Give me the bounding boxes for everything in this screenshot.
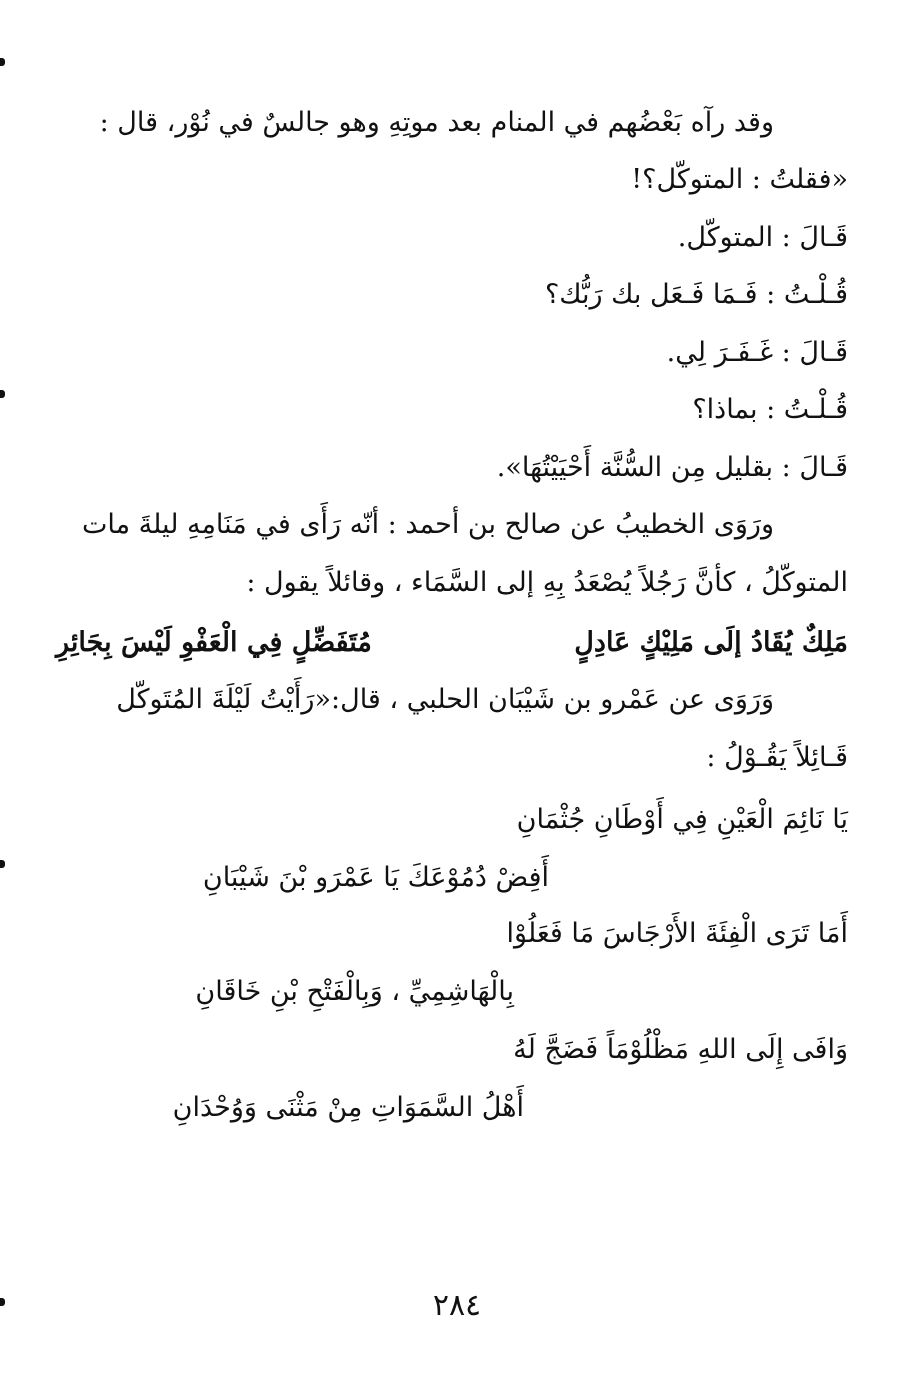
- paragraph-line: قَـائِلاً يَقُـوْلُ :: [706, 742, 848, 773]
- paragraph-line: قَـالَ : بقليل مِن السُّنَّة أَحْيَيْتُهَا».: [496, 452, 848, 483]
- paragraph-line: وَرَوَى عن عَمْرو بن شَيْبَان الحلبي ، قال:«رَأَيْتُ لَيْلَةَ المُتَوكّل: [116, 684, 774, 715]
- paragraph-line: قَـالَ : المتوكّل.: [677, 222, 848, 253]
- poem-line: أَهْلُ السَّمَوَاتِ مِنْ مَثْنَى وَوُحْدَانِ: [172, 1092, 524, 1123]
- page-number: ٢٨٤: [432, 1288, 482, 1323]
- poem-line: أَفِضْ دُمُوْعَكَ يَا عَمْرَو بْنَ شَيْبَانِ: [202, 862, 549, 893]
- paragraph-line: قُـلْـتُ : بماذا؟: [692, 394, 848, 425]
- scan-edge-mark: [0, 390, 5, 398]
- poem-line: وَافَى إِلَى اللهِ مَظْلُوْمَاً فَضَجَّ لَهُ: [513, 1034, 848, 1065]
- poem-line: أَمَا تَرَى الْفِئَةَ الأَرْجَاسَ مَا فَعَلُوْا: [506, 918, 848, 949]
- paragraph-line: ورَوَى الخطيبُ عن صالح بن أحمد : أنّه رَأَى في مَنَامِهِ ليلةَ مات: [81, 509, 774, 540]
- paragraph-line: وقد رآه بَعْضُهم في المنام بعد موتِهِ وهو جالسٌ في نُوْر، قال :: [99, 107, 774, 138]
- paragraph-line: المتوكّلُ ، كأنَّ رَجُلاً يُصْعَدُ بِهِ إلى السَّمَاء ، وقائلاً يقول :: [246, 567, 848, 598]
- verse-hemistich-right: مَلِكٌ يُقَادُ إلَى مَلِيْكٍ عَادِلٍ: [574, 627, 848, 658]
- paragraph-line: قُـلْـتُ : فَـمَا فَـعَل بك رَبُّك؟: [544, 279, 848, 310]
- paragraph-line: قَـالَ : غَـفَـرَ لِي.: [666, 337, 848, 368]
- scan-edge-mark: [0, 860, 5, 868]
- poem-line: يَا نَائِمَ الْعَيْنِ فِي أَوْطَانِ جُثْمَانِ: [516, 804, 848, 835]
- scan-edge-mark: [0, 1298, 5, 1306]
- scan-edge-mark: [0, 58, 5, 66]
- poem-line: بِالْهَاشِمِيِّ ، وَبِالْفَتْحِ بْنِ خَاقَانِ: [195, 976, 514, 1007]
- paragraph-line: «فقلتُ : المتوكّل؟!: [631, 164, 848, 195]
- verse-hemistich-left: مُتَفَضِّلٍ فِي الْعَفْوِ لَيْسَ بِجَائِرِ: [56, 627, 372, 658]
